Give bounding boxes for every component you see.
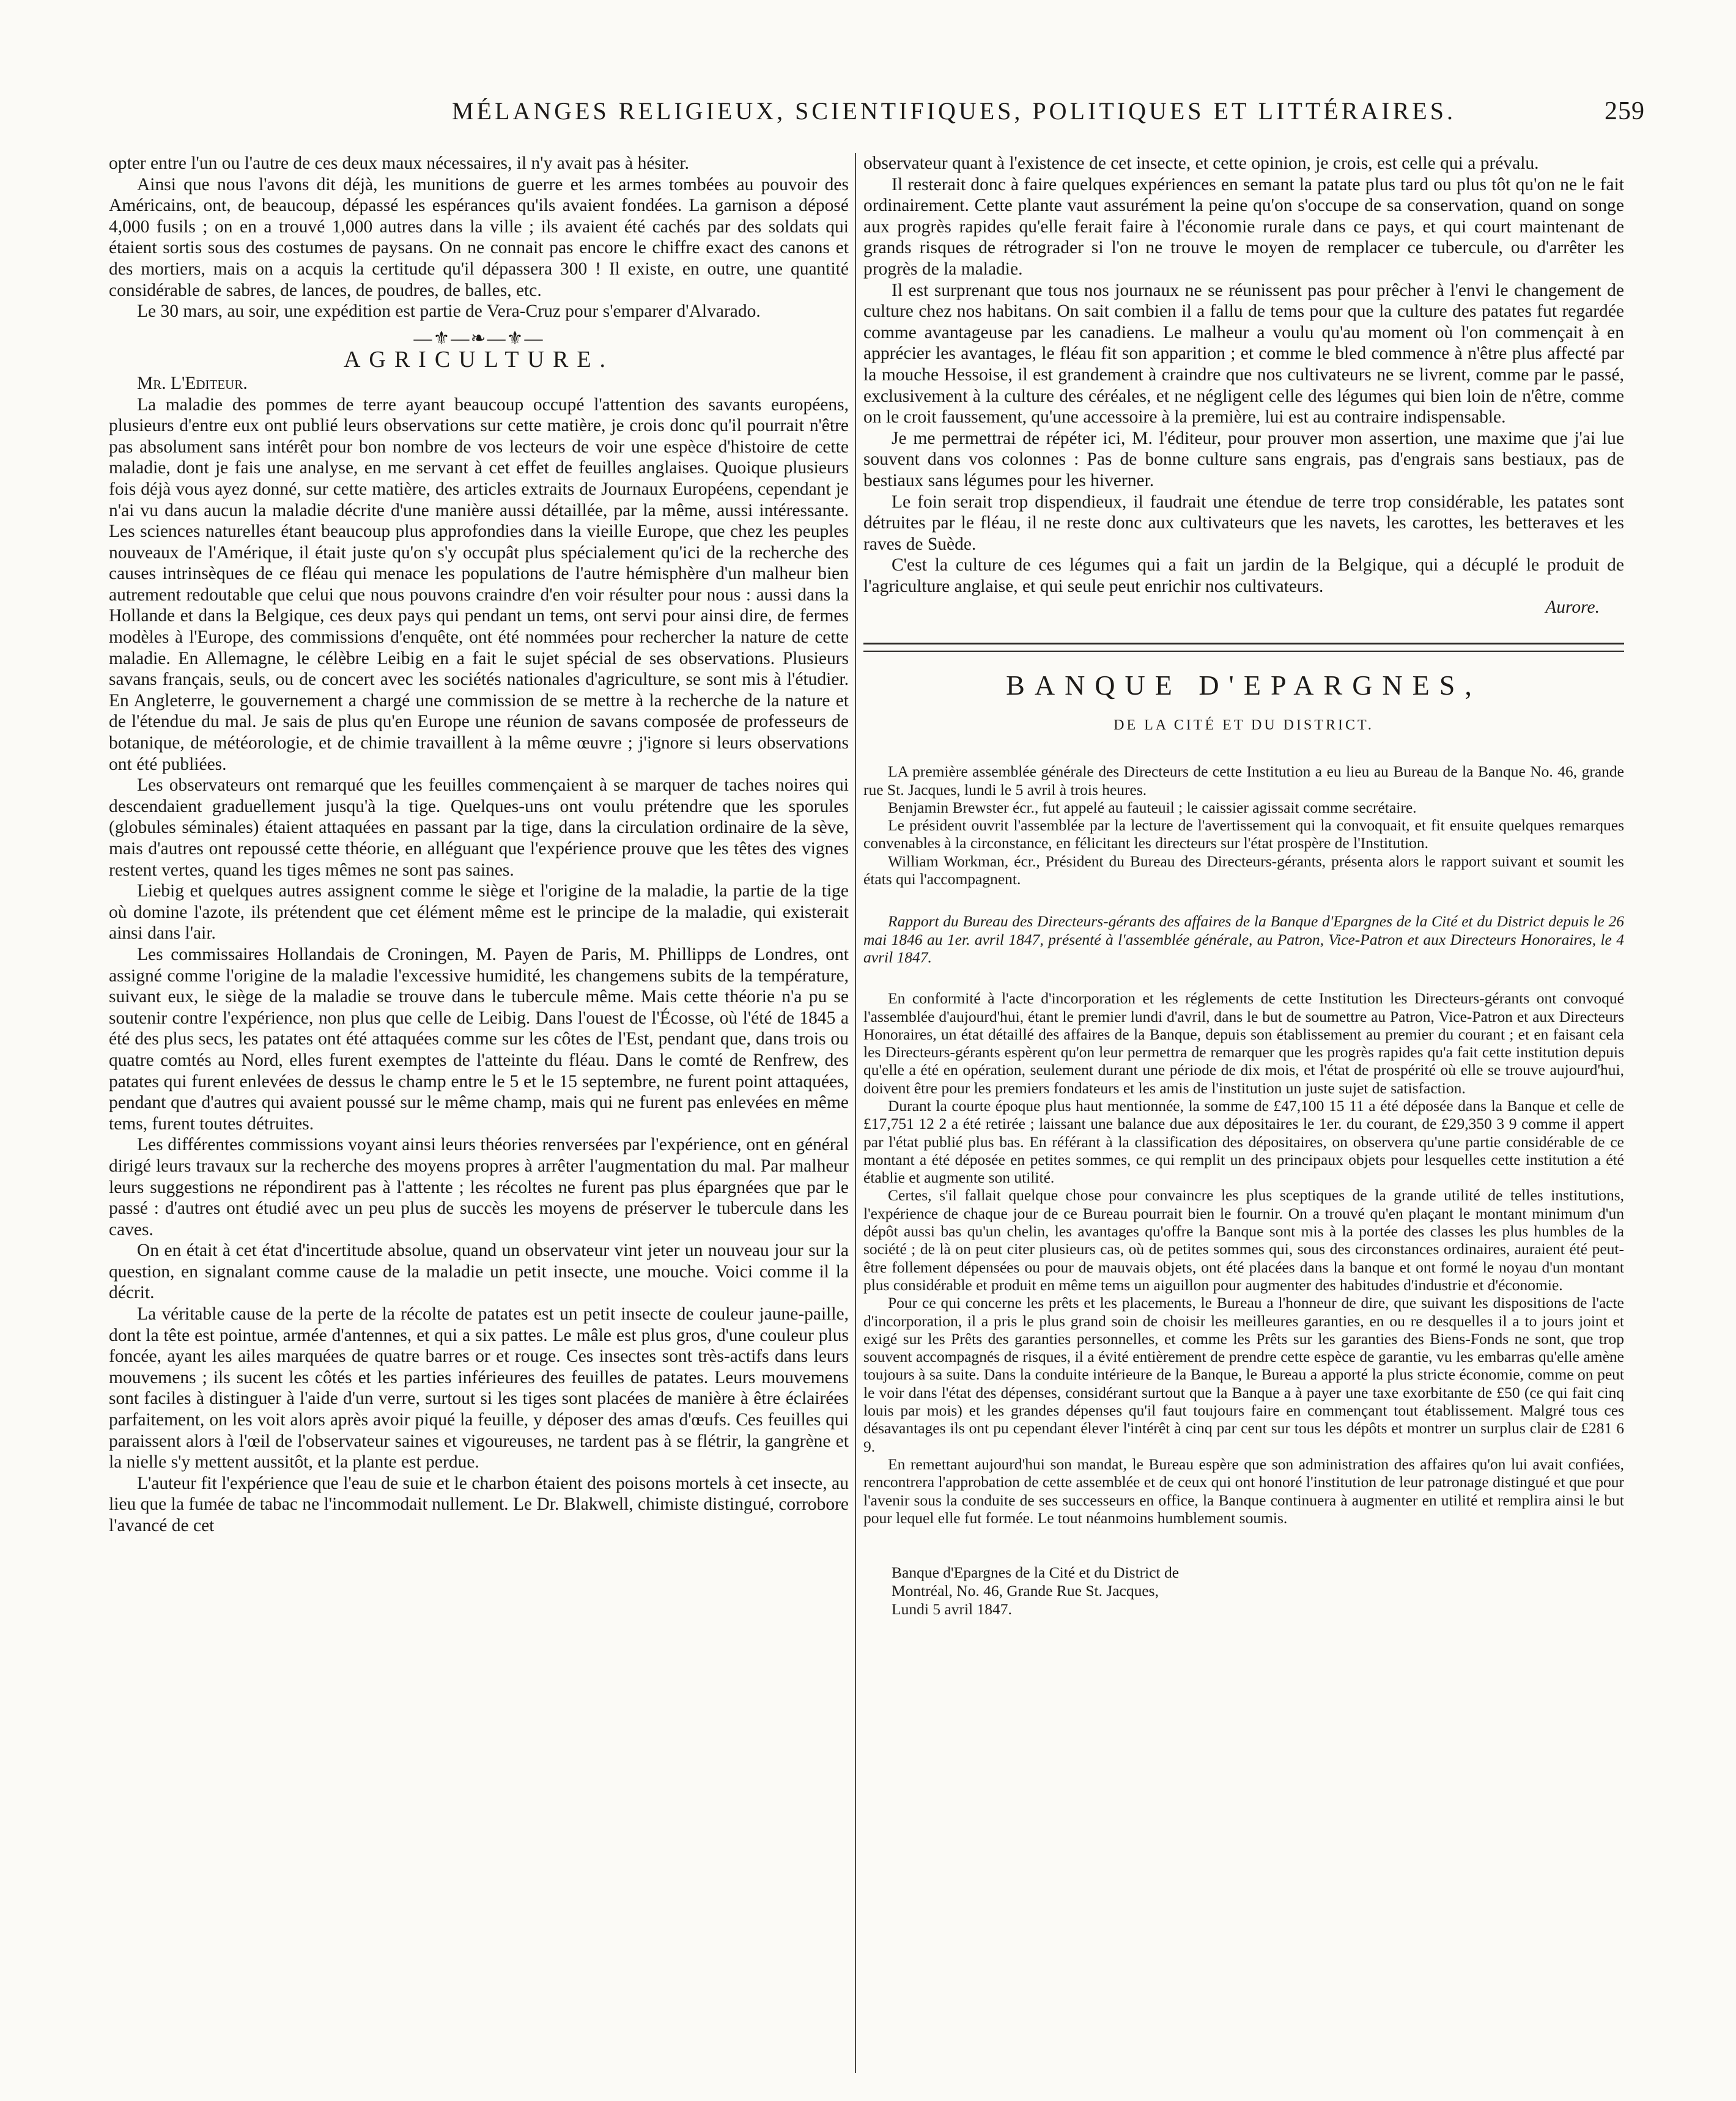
paragraph: En remettant aujourd'hui son mandat, le Bureau espère que son administration des affaires qu'on lui avait confiées, rencontrera l'approbation de cette assemblée et de ceux qui ont honoré l'institution de leur patronage distingué et que pour l'avenir sous la conduite de ses successeurs en office, la Banque continuera à augmenter en utilité et remplira ainsi le but pour lequel elle fut formée. Le tout néanmoins humblement soumis. [863,1455,1624,1527]
paragraph: William Workman, écr., Président du Bureau des Directeurs-gérants, présenta alors le rapport suivant et soumit les états qui l'accompagnent. [863,852,1624,888]
closing-line: Banque d'Epargnes de la Cité et du District de [892,1564,1180,1582]
paragraph: En conformité à l'acte d'incorporation et les réglements de cette Institution les Directeurs-gérants ont convoqué l'assemblée d'aujourd'hui, étant le premier lundi d'avril, dans le but de soumettre au Patron, Vice-Patron et aux Directeurs Honoraires, un état détaillé des affaires de la Banque, depuis son établissement au premier du courant ; et en faisant cela les Directeurs-gérants espèrent qu'on leur permettra de remarquer que les progrès rapides qu'a fait cette institution depuis qu'elle a été en opération, seulement durant une période de dix mois, et l'état de prospérité où elle se trouve aujourd'hui, doivent être pour les premiers fondateurs et les amis de l'institution un juste sujet de satisfaction. [863,989,1624,1097]
paragraph: Benjamin Brewster écr., fut appelé au fauteuil ; le caissier agissait comme secrétaire. [888,798,1417,816]
signature: Aurore. [1545,597,1600,618]
section-double-rule [863,643,1624,652]
paragraph: On en était à cet état d'incertitude absolue, quand un observateur vint jeter un nouveau jour sur la question, en signalant comme cause de la maladie un petit insecte, une mouche. Voici comme il la décrit. [109,1241,849,1303]
paragraph: Le foin serait trop dispendieux, il faudrait une étendue de terre trop considérable, les patates sont détruites par le fléau, il ne reste donc aux cultivateurs que les navets, les carottes, les betteraves et les raves de Suède. [863,492,1624,554]
bank-report [863,762,1624,1527]
closing-address [863,1564,1624,1619]
paragraph: LA première assemblée générale des Directeurs de cette Institution a eu lieu au Bureau de la Banque No. 46, grande rue St. Jacques, lundi le 5 avril à trois heures. [863,762,1624,799]
paragraph: Le président ouvrit l'assemblée par la lecture de l'avertissement qui la convoquait, et fit ensuite quelques remarques convenables à la circonstance, en félicitant les directeurs sur l'état prospère de l'Institution. [863,816,1624,852]
bank-title: BANQUE D'EPARGNES, [1006,670,1482,701]
paragraph: Ainsi que nous l'avons dit déjà, les munitions de guerre et les armes tombées au pouvoir des Américains, ont, de beaucoup, dépassé les espérances qu'ils avaient fondées. La garnison a déposé 4,000 fusils ; on en a trouvé 1,000 autres dans la ville ; ils avaient été cachés par des soldats qui étaient sortis sous des costumes de paysans. On ne connait pas encore le chiffre exact des canons et des mortiers, mais on a acquis la certitude qu'il dépassera 300 ! Il existe, en outre, une quantité considérable de sabres, de lances, de poudres, de balles, etc. [109,174,849,300]
running-title: MÉLANGES RELIGIEUX, SCIENTIFIQUES, POLITIQUES ET LITTÉRAIRES. [452,97,1456,125]
paragraph: L'auteur fit l'expérience que l'eau de suie et le charbon étaient des poisons mortels à cet insecte, au lieu que la fumée de tabac ne l'incommodait nullement. Le Dr. Blakwell, chimiste distingué, corrobore l'avancé de cet [109,1473,849,1535]
column-divider [855,153,856,2073]
paragraph: Les commissaires Hollandais de Croningen, M. Payen de Paris, M. Phillipps de Londres, ont assigné comme l'origine de la maladie l'excessive humidité, les changemens subits de la température, suivant eux, le siège de la maladie se trouve dans le tubercule même. Mais cette théorie n'a pu se soutenir contre l'expérience, non plus que celle de Leibig. Dans l'ouest de l'Écosse, où l'été de 1845 a été des plus secs, les patates ont été attaquées comme sur les côtes de l'Est, pendant que, dans trois ou quatre comtés au Nord, elles furent exemptes de l'atteinte du fléau. Dans le comté de Renfrew, des patates qui furent enlevées de dessus le champ entre le 5 et le 15 septembre, ne furent point attaquées, pendant que d'autres qui avaient poussé sur le même champ, mais qui ne furent pas enlevées en même tems, furent toutes détruites. [109,944,849,1134]
paragraph: opter entre l'un ou l'autre de ces deux maux nécessaires, il n'y avait pas à hésiter. [109,153,689,173]
bank-subtitle: DE LA CITÉ ET DU DISTRICT. [1114,717,1374,733]
paragraph: C'est la culture de ces légumes qui a fait un jardin de la Belgique, qui a décuplé le produit de l'agriculture anglaise, et qui seule peut enrichir nos cultivateurs. [863,555,1624,596]
section-ornament: —⚜—❧—⚜— [413,328,544,349]
paragraph: Je me permettrai de répéter ici, M. l'éditeur, pour prouver mon assertion, une maxime que j'ai lue souvent dans vos colonnes : Pas de bonne culture sans engrais, pas d'engrais sans bestiaux, pas de bestiaux sans légumes pour les hiverner. [863,428,1624,490]
section-title-agriculture: AGRICULTURE. [343,347,615,373]
paragraph: Pour ce qui concerne les prêts et les placements, le Bureau a l'honneur de dire, que suivant les dispositions de l'acte d'incorporation, il a pris le plus grand soin de choisir les meilleures garanties, en ou re desquelles il a to jours joint et exigé sur les Prêts des garanties personnelles, et comme les Prêts sur les garanties des Biens-Fonds ne sont, que trop souvent accompagnés de risques, il a évité entièrement de prendre cette espèce de garantie, vu les embarras qu'elle amène toujours à sa suite. Dans la conduite intérieure de la Banque, le Bureau a apporté la plus stricte économie, comme on peut le voir dans l'état des dépenses, considérant surtout que la Banque a à payer une taxe exorbitante de £50 (ce qui fait cinq louis par mois) et les grandes dépenses qu'il faut toujours faire en commençant tout établissement. Malgré tous ces désavantages ils ont pu cependant élever l'intérêt à cinq par cent sur tous les dépôts et montrer un surplus clair de £281 6 9. [863,1294,1624,1455]
left-column [109,153,849,2055]
closing-line: Montréal, No. 46, Grande Rue St. Jacques, [892,1582,1159,1600]
paragraph: Les différentes commissions voyant ainsi leurs théories renversées par l'expérience, ont en général dirigé leurs travaux sur la recherche des moyens propres à arrêter l'augmentation du mal. Par malheur leurs suggestions ne répondirent pas à l'attente ; les récoltes ne furent pas plus épargnées que par le passé : d'autres ont étudié avec un peu plus de succès les moyens de préserver le tubercule dans les caves. [109,1135,849,1239]
right-column [863,153,1624,2055]
paragraph: Il resterait donc à faire quelques expériences en semant la patate plus tard ou plus tôt qu'on ne le fait ordinairement. Cette plante vaut assurément la peine qu'on s'occupe de sa conservation, quand on songe aux progrès rapides qu'elle ferait faire à l'économie rurale dans ce pays, et qui court maintenant de grands risques de rétrograder si l'on ne trouve le moyen de remplacer ce tubercule, ou d'arrêter les progrès de la maladie. [863,174,1624,279]
paragraph: Les observateurs ont remarqué que les feuilles commençaient à se marquer de taches noires qui descendaient graduellement jusqu'à la tige. Quelques-uns ont voulu prétendre que les sporules (globules séminales) étaient attaquées en passant par la tige, dans la circulation ordinaire de la sève, mais d'autres ont repoussé cette théorie, en alléguant que l'expérience prouve que les têtes des vignes restent vertes, quand les tiges mêmes ne sont pas saines. [109,775,849,880]
paragraph: Il est surprenant que tous nos journaux ne se réunissent pas pour prêcher à l'envi le changement de culture chez nos habitans. On sait combien il a fallu de tems pour que la culture des patates fut regardée comme avantageuse par les canadiens. Le malheur a voulu qu'au moment où l'on commençait à en apprécier les avantages, le fléau fit son apparition ; et comme le bled commence à n'être plus affecté par la mouche Hessoise, il est grandement à craindre que nos cultivateurs ne se livrent, comme par le passé, exclusivement à la culture des céréales, et ne négligent celle des légumes qui bien loin de n'être, comme on le croit faussement, qu'une accessoire à la première, lui est au contraire indispensable. [863,280,1624,427]
paragraph: Certes, s'il fallait quelque chose pour convaincre les plus sceptiques de la grande utilité de telles institutions, l'expérience de chaque jour de ce Bureau pourrait bien le fournir. On a trouvé qu'en plaçant le montant minimum d'un dépôt aussi bas qu'un chelin, les avantages qu'offre la Banque sont mis à la portée des classes les plus humbles de la société ; de là on peut citer plusieurs cas, où de petites sommes qui, sous des circonstances ordinaires, auraient été peut-être follement dépensées ou pour de mauvais objets, ont été placées dans la banque et ont formé le noyau d'un montant plus considérable et produit en même tems un aiguillon pour augmenter des habitudes d'industrie et d'économie. [863,1186,1624,1294]
page-number: 259 [1605,97,1645,125]
paragraph: La maladie des pommes de terre ayant beaucoup occupé l'attention des savants européens, plusieurs d'entre eux ont publié leurs observations sur cette matière, je crois donc qu'il pourrait n'être pas absolument sans intérêt pour bon nombre de vos lecteurs de voir une espèce d'histoire de cette maladie, dont je fais une analyse, en me servant à cet effet de feuilles anglaises. Quoique plusieurs fois déjà vous ayez donné, sur cette matière, des articles extraits de Journaux Européens, cependant je n'ai vu dans aucun la maladie décrite d'une manière aussi détaillée, par la même, aussi intéressante. Les sciences naturelles étant beaucoup plus approfondies dans la vieille Europe, que chez les peuples nouveaux de l'Amérique, il était juste qu'on s'y occupât plus spécialement qu'ici de la recherche des causes intrinsèques de ce fléau qui menace les populations de l'autre hémisphère d'un malheur bien autrement redoutable que celui que nous pouvons craindre d'en voir résulter pour nous : aussi dans la Hollande et dans la Belgique, ces deux pays qui pendant un tems, ont servi pour ainsi dire, de fermes modèles à l'Europe, des commissions d'enquête, ont été nommées pour rechercher la nature de cette maladie. En Allemagne, le célèbre Leibig en a fait le sujet spécial de ses observations. Plusieurs savans français, seuls, ou de concert avec les sociétés nationales d'agriculture, se sont mis à l'étudier. En Angleterre, le gouvernement a chargé une commission de se mettre à la recherche de la nature et de l'étendue du mal. Je sais de plus qu'en Europe une réunion de savans composée de professeurs de botanique, de météorologie, et de chimie travaillent à la même œuvre ; j'ignore si leurs observations ont été publiées. [109,394,849,774]
paragraph: Liebig et quelques autres assignent comme le siège et l'origine de la maladie, la partie de la tige où domine l'azote, ils prétendent que cet élément même est le principe de la maladie, qui existerait ainsi dans l'air. [109,881,849,943]
paragraph: La véritable cause de la perte de la récolte de patates est un petit insecte de couleur jaune-paille, dont la tête est pointue, armée d'antennes, et qui a six pattes. Le mâle est plus gros, d'une couleur plus foncée, ayant les ailes marquées de quatre barres or et rouge. Ces insectes sont très-actifs dans leurs mouvemens ; ils sucent les côtés et les parties inférieures des feuilles de patates. Leurs mouvemens sont faciles à distinguer à l'aide d'un verre, surtout si les tiges sont placées de manière à être éclairées parfaitement, on les voit alors après avoir piqué la feuille, y déposer des amas d'œufs. Ces feuilles qui paraissent alors à l'œil de l'observateur saines et vigoureuses, ne tardent pas à se flétrir, la gangrène et la nielle s'y mettent aussitôt, et la plante est perdue. [109,1304,849,1472]
page-header [397,97,1669,133]
paragraph: observateur quant à l'existence de cet insecte, et cette opinion, je crois, est celle qui a prévalu. [863,153,1539,173]
paragraph: Le 30 mars, au soir, une expédition est partie de Vera-Cruz pour s'emparer d'Alvarado. [137,301,761,322]
paragraph: Durant la courte époque plus haut mentionnée, la somme de £47,100 15 11 a été déposée dans la Banque et celle de £17,751 12 2 a été retirée ; laissant une balance due aux dépositaires le 1er. du courant, de £29,350 3 9 comme il appert par l'état publié plus bas. En référant à la classification des dépositaires, on observera qu'une partie considérable de ce montant a été déposée en petites sommes, ce qui remplit un des principaux objets pour lesquelles cette institution a été établie et augmente son utilité. [863,1097,1624,1187]
report-heading: Rapport du Bureau des Directeurs-gérants des affaires de la Banque d'Epargnes de la Cité et du District depuis le 26 mai 1846 au 1er. avril 1847, présenté à l'assemblée générale, au Patron, Vice-Patron et aux Directeurs Honoraires, le 4 avril 1847. [863,912,1624,966]
salutation: Mr. L'Editeur. [137,373,248,393]
closing-line: Lundi 5 avril 1847. [892,1600,1012,1619]
